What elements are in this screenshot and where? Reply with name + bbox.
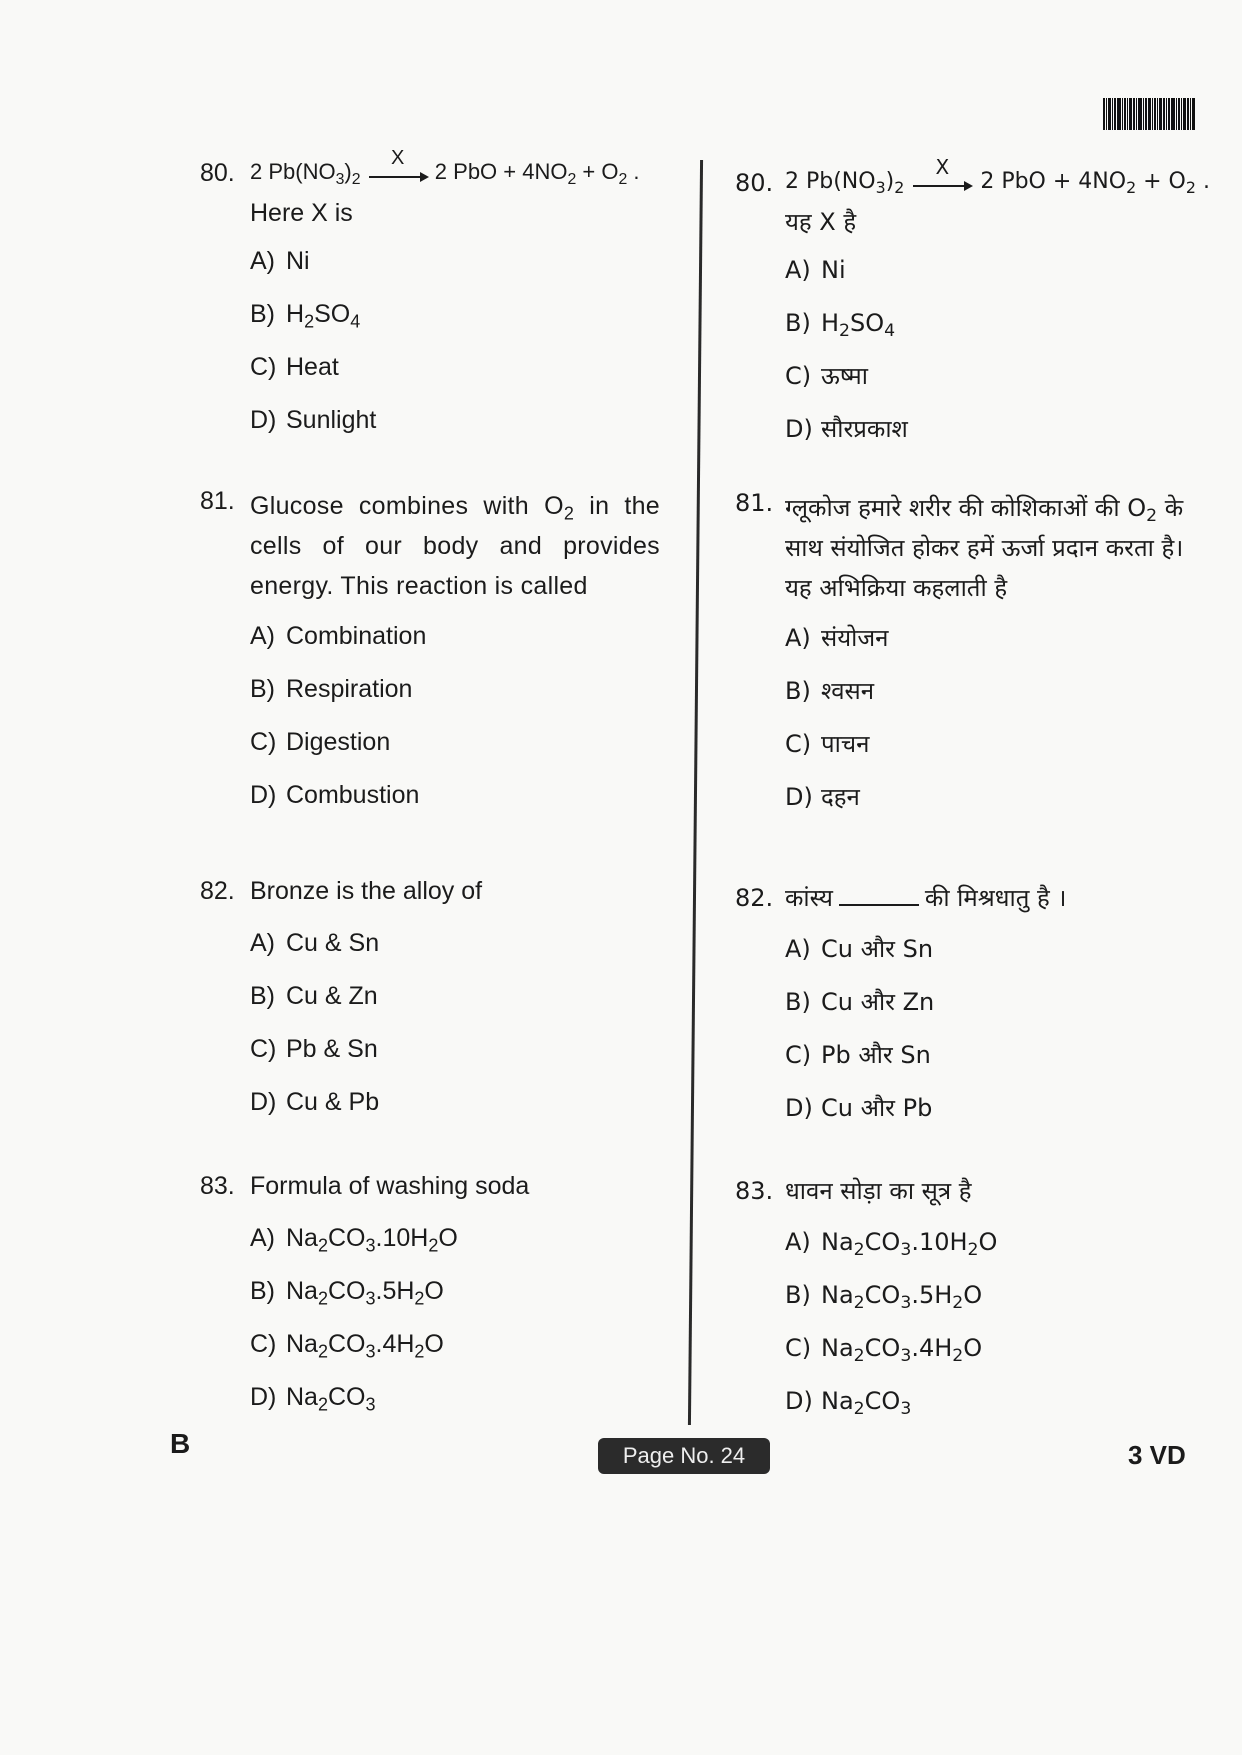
option-a: A) $Na_2CO_3.10H_2O$ [785,1228,998,1261]
question-83-hi [735,1176,1195,1428]
question-number: 83. [200,1172,235,1200]
reaction-equation: 2 $Pb(NO_3)_2$ X 2 PbO + $4NO_2 + O_2$ . [250,147,640,188]
option-d: D) Combustion [250,781,420,809]
question-81-en [200,486,660,822]
option-c: C) ऊष्मा [785,362,868,390]
column-divider [688,160,703,1425]
option-c: C) $Na_2CO_3.4H_2O$ [785,1334,983,1367]
option-b: B) Cu & Zn [250,982,378,1011]
option-a: A) Cu & Sn [250,929,380,958]
option-c: C) पाचन [785,730,870,758]
question-82-hi [735,883,1195,1135]
question-number: 82. [200,877,235,905]
option-a: A) Ni [250,247,310,276]
question-stem: Formula of washing soda [250,1172,530,1200]
option-d: D) Cu और Pb [785,1094,933,1122]
question-number: 81. [735,489,774,517]
option-b: B) $H_2SO_4$ [785,309,896,342]
question-number: 80. [735,169,774,197]
option-c: C) Pb & Sn [250,1035,378,1064]
question-number: 81. [200,487,235,515]
option-d: D) दहन [785,783,860,811]
option-d: D) Sunlight [250,406,377,435]
option-b: B) Respiration [250,675,413,703]
option-b: B) $Na_2CO_3.5H_2O$ [785,1281,983,1314]
question-82-en [200,876,660,1129]
option-c: C) $Na_2CO_3.4H_2O$ [250,1330,444,1362]
option-d: D) सौरप्रकाश [785,415,908,443]
option-b: B) Cu और Zn [785,988,935,1016]
page-number-badge: Page No. 24 [598,1438,770,1474]
question-number: 80. [200,159,235,187]
option-b: B) $H_2SO_4$ [250,300,361,332]
option-a: A) $Na_2CO_3.10H_2O$ [250,1224,458,1256]
barcode [1103,98,1218,130]
question-number: 83. [735,1177,774,1205]
reaction-equation: 2 $Pb(NO_3)_2$ X 2 PbO + $4NO_2 + O_2$ . [785,155,1210,197]
question-stem: यह X है [785,208,857,236]
question-81-hi [735,488,1195,824]
question-stem: Here X is [250,199,353,228]
option-c: C) Pb और Sn [785,1041,931,1069]
question-83-en [200,1171,660,1424]
option-a: A) Combination [250,622,427,650]
option-d: D) $Na_2CO_3$ [785,1387,912,1420]
reaction-arrow: X [369,172,427,174]
option-c: C) Heat [250,353,339,382]
option-d: D) $Na_2CO_3$ [250,1383,376,1415]
option-b: B) $Na_2CO_3.5H_2O$ [250,1277,444,1309]
option-d: D) Cu & Pb [250,1088,380,1117]
question-stem: Bronze is the alloy of [250,877,483,905]
question-number: 82. [735,884,774,912]
corner-mark: B [170,1428,191,1459]
option-a: A) Ni [785,256,846,284]
question-80-hi [735,155,1210,456]
question-stem: धावन सोड़ा का सूत्र है [785,1177,972,1205]
set-code: 3 VD [1128,1440,1186,1470]
option-a: A) संयोजन [785,624,889,652]
question-stem: Glucose combines with $O_2$ in the cells of our body and provides energy. This reaction is called [250,492,660,600]
question-80-en [200,147,660,447]
question-stem: ग्लूकोज हमारे शरीर की कोशिकाओं की $O_2$ के साथ संयोजित होकर हमें ऊर्जा प्रदान करता है। यह अभिक्रिया कहलाती है [785,494,1184,602]
reaction-arrow: X [913,181,971,183]
option-b: B) श्वसन [785,677,875,705]
question-stem: कांस्य की मिश्रधातु है । [785,884,1067,912]
option-a: A) Cu और Sn [785,935,934,963]
fill-blank [839,904,919,906]
option-c: C) Digestion [250,728,391,756]
